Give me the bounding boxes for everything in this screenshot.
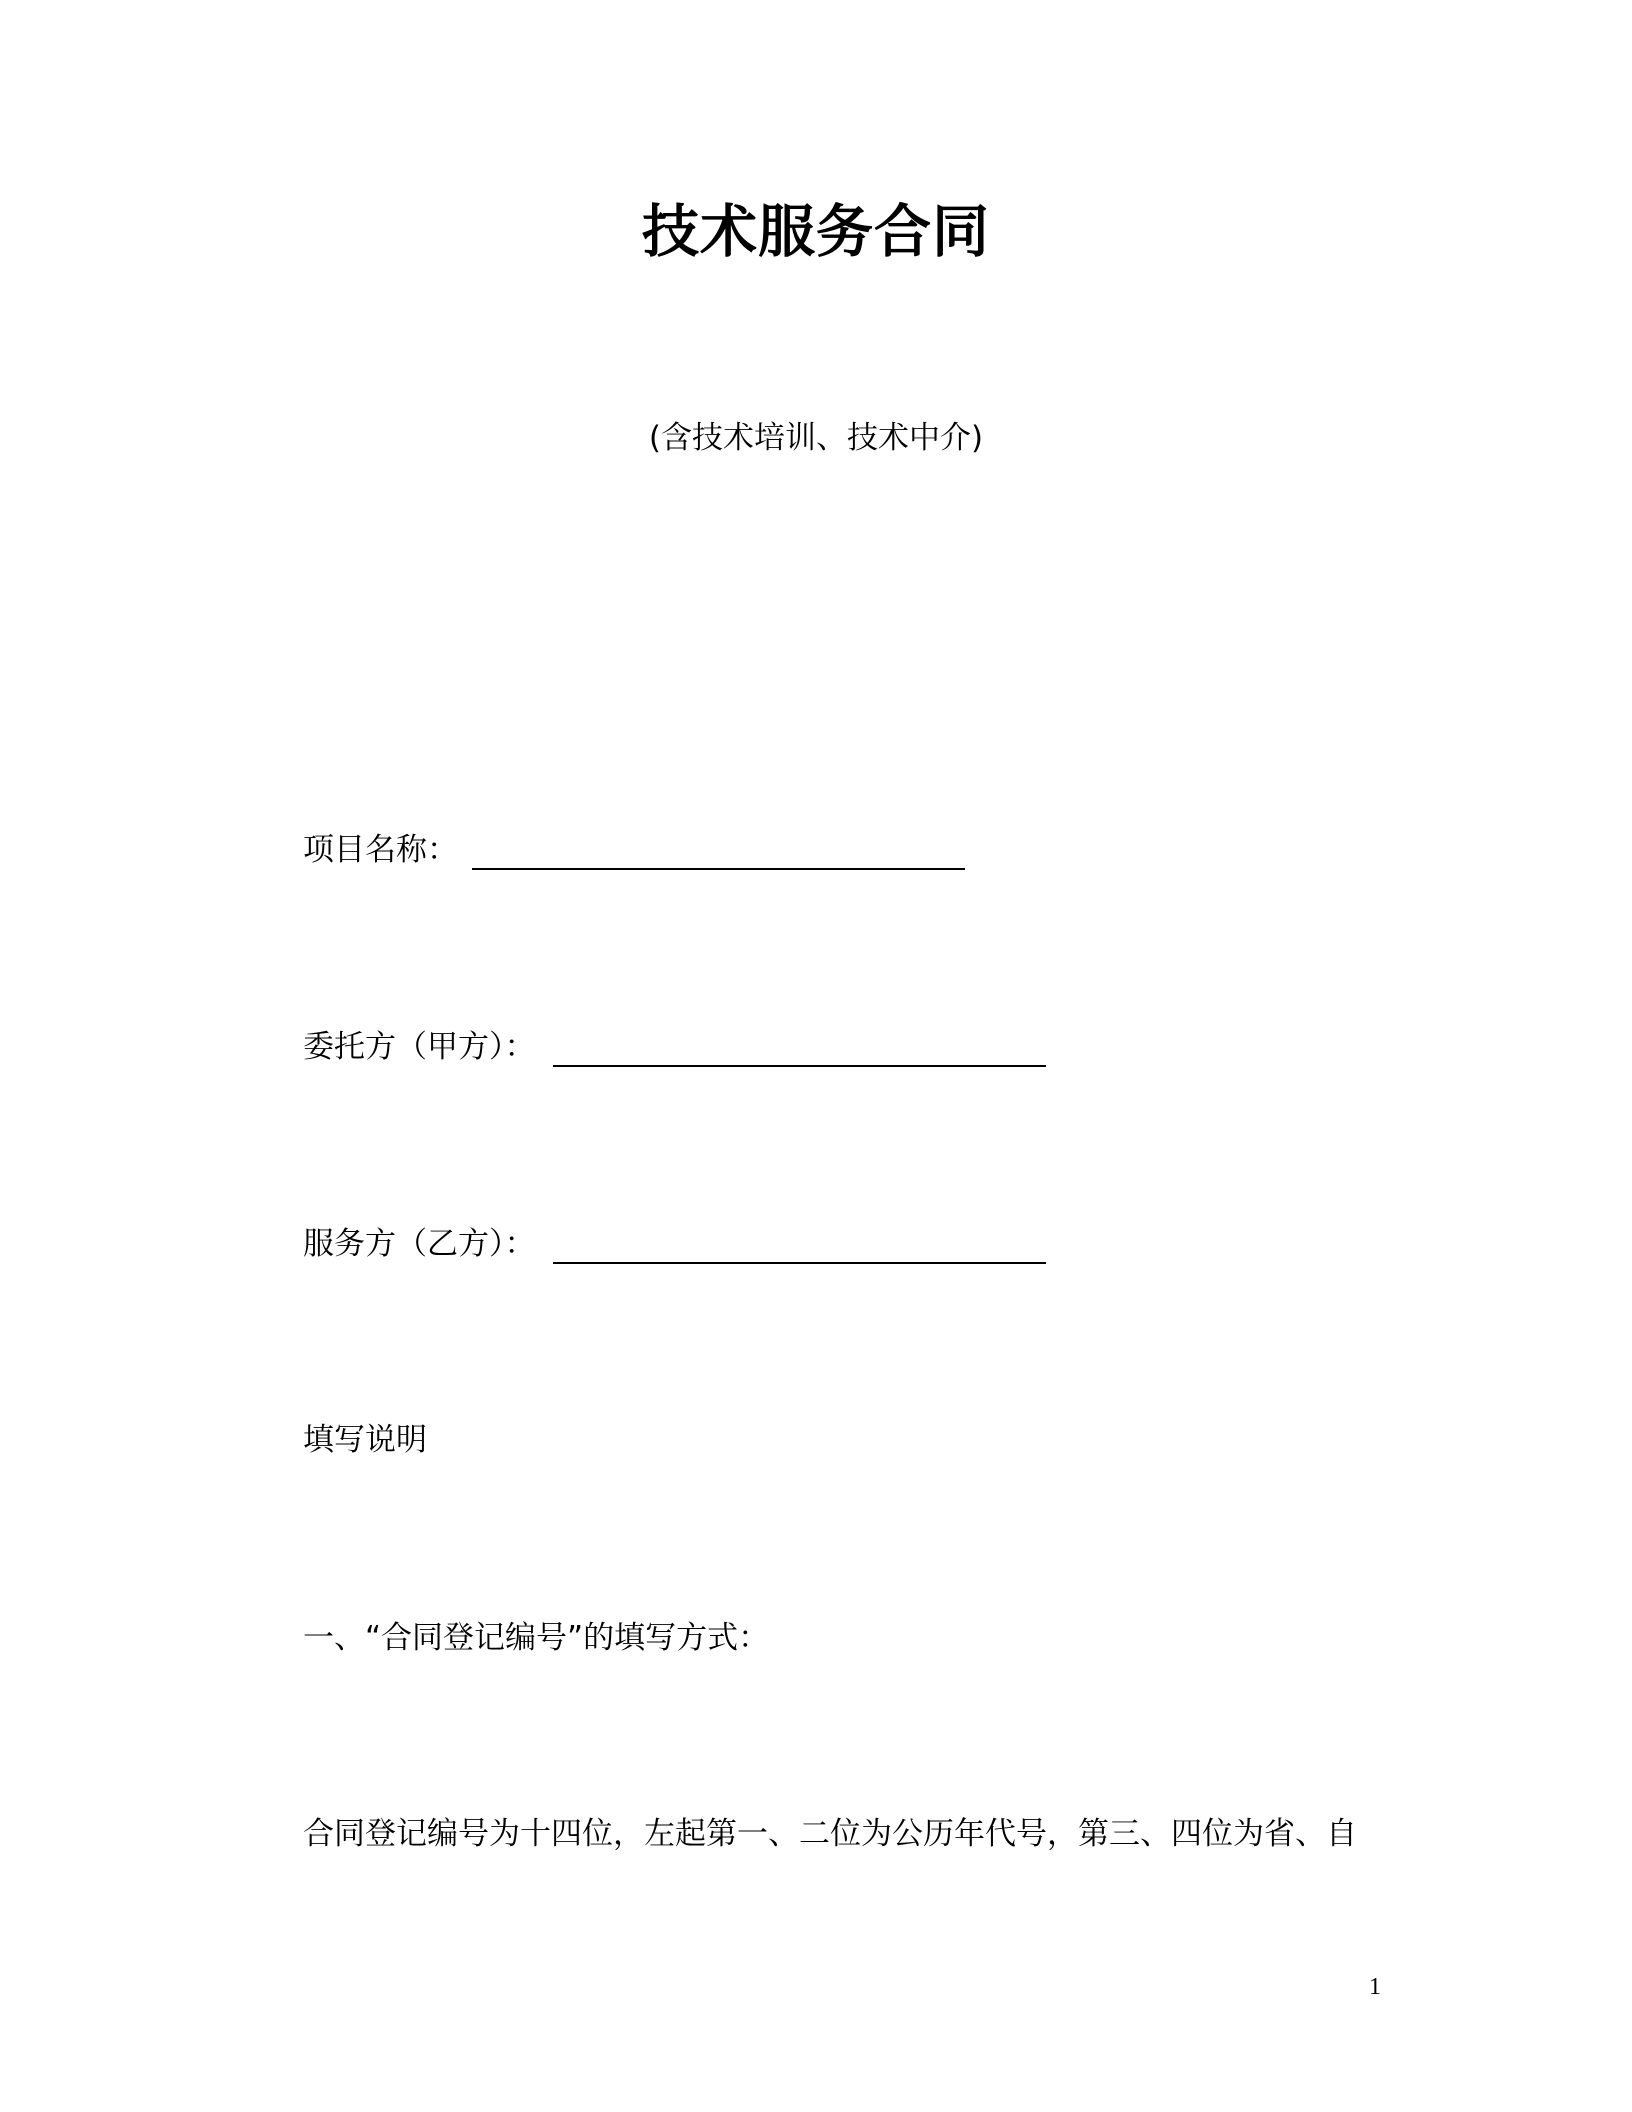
- document-title: 技术服务合同: [642, 199, 990, 265]
- page-number: 1: [1369, 1974, 1381, 2000]
- section-one-heading: 一、“合同登记编号”的填写方式：: [303, 1620, 770, 1656]
- instructions-heading: 填写说明: [303, 1422, 427, 1458]
- project-name-field: [303, 822, 965, 872]
- document-subtitle: (含技术培训、技术中介): [648, 420, 984, 456]
- provider-blank-line[interactable]: [553, 1232, 1046, 1264]
- client-blank-line[interactable]: [553, 1035, 1046, 1067]
- client-field: [303, 1019, 1046, 1069]
- project-name-blank-line[interactable]: [472, 838, 965, 870]
- provider-field: [303, 1216, 1046, 1266]
- provider-label: 服务方（乙方）：: [303, 1226, 536, 1262]
- project-name-label: 项目名称：: [303, 832, 458, 868]
- client-label: 委托方（甲方）：: [303, 1029, 536, 1065]
- paragraph-text: 合同登记编号为十四位，左起第一、二位为公历年代号，第三、四位为省、自: [303, 1816, 1357, 1852]
